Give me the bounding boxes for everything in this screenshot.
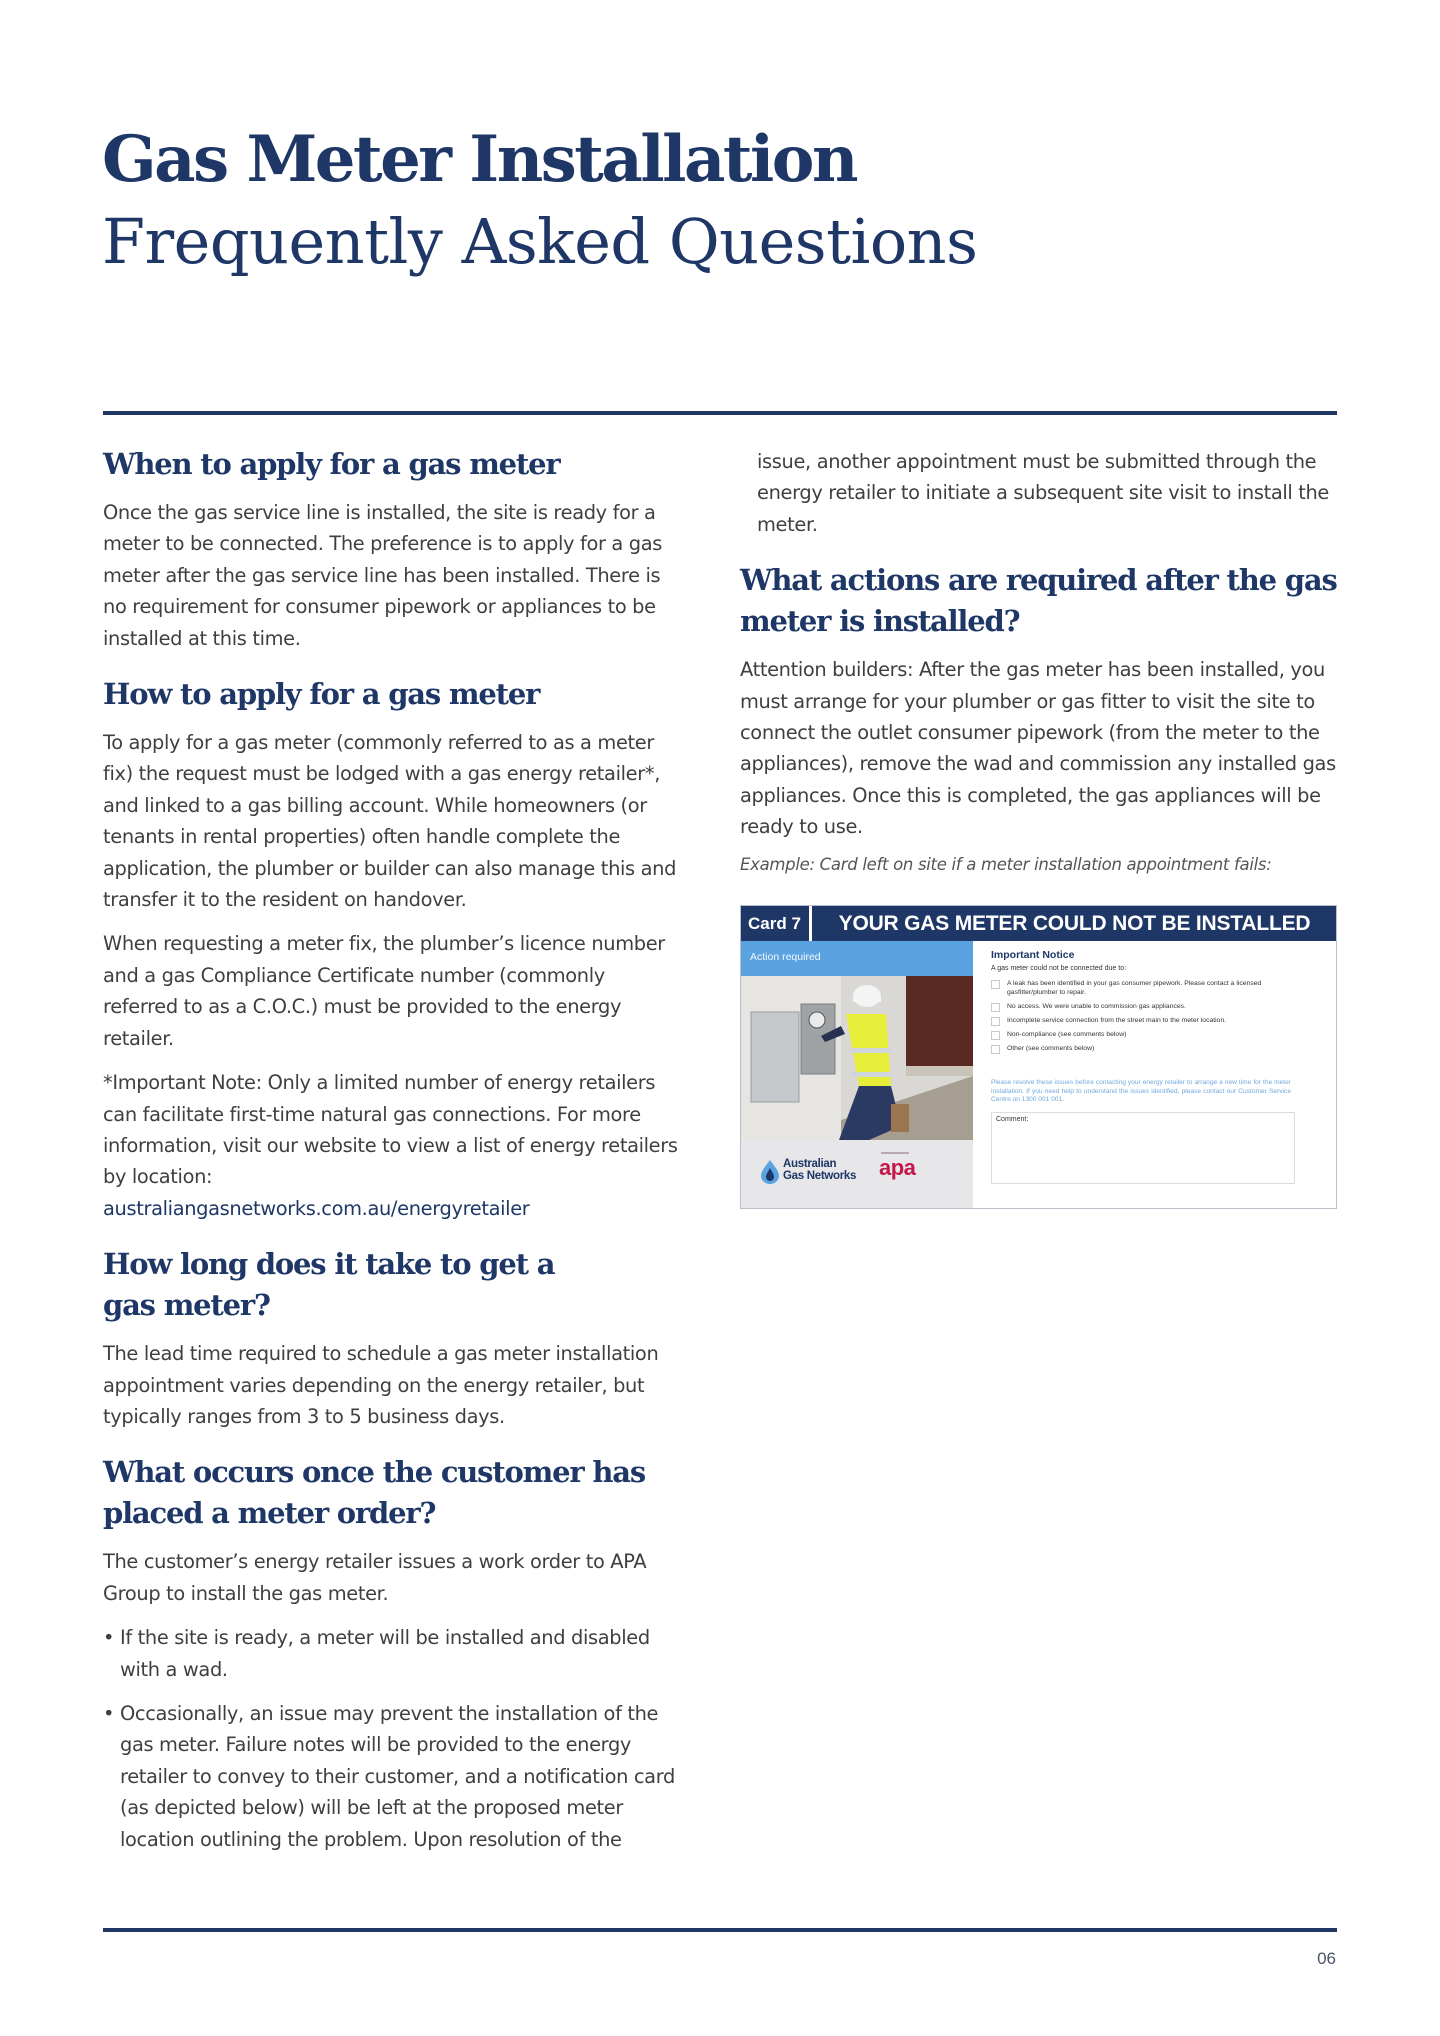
section-body: Attention builders: After the gas meter has been installed, you must arrange for your plumber or gas fitter to visit the site to connect the outlet consumer pipework (from the meter to the appliances), remove the wad and commission any installed gas appliances. Once this is completed, the gas appliances will be ready to use.: [740, 658, 1336, 839]
heading-line: What occurs once the customer has: [103, 1455, 645, 1490]
card-number: Card 7: [748, 914, 801, 933]
checkbox-icon: [991, 980, 1000, 989]
card-left-panel: [741, 941, 973, 1208]
bullet-icon: •: [103, 1701, 115, 1725]
notice-option: Incomplete service connection from the street main to the meter location.: [991, 1016, 1311, 1025]
left-column: [103, 444, 683, 1855]
heading-line: gas meter?: [103, 1288, 270, 1323]
notice-subtitle: A gas meter could not be connected due to:: [991, 965, 1127, 972]
bullet-icon: •: [103, 1626, 115, 1650]
bullet-list: [103, 1622, 683, 1855]
notice-option: Other (see comments below): [991, 1044, 1311, 1053]
card-notice-panel: [991, 941, 1316, 1208]
action-required-label: Action required: [750, 951, 821, 963]
section-body: When requesting a meter fix, the plumber’s licence number and a gas Compliance Certificate number (commonly referred to as a C.O.C.) must be provided to the energy retailer.: [103, 932, 665, 1050]
list-item: • Occasionally, an issue may prevent the installation of the gas meter. Failure notes will be provided to the energy retailer to convey to their customer, and a notification card (as depicted below) will be left at the proposed meter location outlining the problem. Upon resolution of the: [103, 1698, 683, 1855]
notice-options: [991, 979, 1311, 1058]
section-heading: [740, 560, 1340, 642]
section-body: To apply for a gas meter (commonly referred to as a meter fix) the request must be lodged with a gas energy retailer*, and linked to a gas billing account. While homeowners (or tenants in rental properties) often handle complete the application, the plumber or builder can also manage this and transfer it to the resident on handover.: [103, 731, 677, 912]
notice-option: Non-compliance (see comments below): [991, 1030, 1311, 1039]
section-how-to-apply: [103, 674, 683, 1224]
comment-box: [991, 1112, 1295, 1184]
section-what-occurs: [103, 1452, 683, 1855]
section-body: The customer’s energy retailer issues a work order to APA Group to install the gas meter.: [103, 1550, 647, 1605]
checkbox-icon: [991, 1003, 1000, 1012]
bottom-divider: [103, 1928, 1337, 1932]
card-header-divider: [809, 906, 812, 941]
apa-logo-caption: [881, 1152, 909, 1154]
section-after-installed: [740, 560, 1340, 876]
section-heading: [103, 1452, 683, 1534]
card-caption: Example: Card left on site if a meter installation appointment fails:: [740, 854, 1272, 874]
notice-title: Important Notice: [991, 949, 1075, 961]
card-logos: [741, 1140, 973, 1208]
agn-flame-logo-icon: [761, 1160, 779, 1184]
section-heading: When to apply for a gas meter: [103, 447, 560, 481]
heading-line: placed a meter order?: [103, 1496, 436, 1531]
heading-line: What actions are required after the gas: [740, 563, 1337, 598]
comment-label: Comment:: [996, 1116, 1029, 1123]
apa-logo: apa: [879, 1155, 916, 1180]
page-subtitle: Frequently Asked Questions: [102, 205, 978, 278]
section-body: The lead time required to schedule a gas meter installation appointment varies depending on the energy retailer, but typically ranges from 3 to 5 business days.: [103, 1342, 659, 1428]
page-title: Gas Meter Installation: [102, 122, 856, 197]
checkbox-icon: [991, 1017, 1000, 1026]
checkbox-icon: [991, 1031, 1000, 1040]
resolve-instructions: Please resolve these issues before contacting your energy retailer to arrange a new time for the meter installation. If you need help to understand the issues identified, please contact our Customer Service Centre on 1300 001 001.: [991, 1079, 1291, 1103]
notice-option: A leak has been identified in your gas consumer pipework. Please contact a licensed gasfitter/plumber to repair.: [991, 979, 1311, 997]
heading-line: meter is installed?: [740, 604, 1020, 639]
notification-card-image: [740, 905, 1337, 1209]
right-column: [740, 446, 1340, 877]
section-when-to-apply: [103, 444, 683, 654]
section-heading: [103, 1244, 683, 1326]
section-body: Once the gas service line is installed, the site is ready for a meter to be connected. The preference is to apply for a gas meter after the gas service line has been installed. There is no requirement for consumer pipework or appliances to be installed at this time.: [103, 501, 662, 650]
section-heading: How to apply for a gas meter: [103, 677, 540, 712]
card-title: YOUR GAS METER COULD NOT BE INSTALLED: [838, 912, 1311, 935]
bullet-continuation: issue, another appointment must be submitted through the energy retailer to initiate a subsequent site visit to install the meter.: [757, 450, 1330, 536]
notice-option: No access. We were unable to commission gas appliances.: [991, 1002, 1311, 1011]
heading-line: How long does it take to get a: [103, 1247, 555, 1282]
energy-retailer-link[interactable]: australiangasnetworks.com.au/energyretailer: [103, 1196, 530, 1220]
card-header: [741, 906, 1336, 941]
top-divider: [103, 411, 1337, 415]
action-required-band: [741, 941, 973, 976]
page-number: 06: [1317, 1949, 1336, 1968]
list-item: • If the site is ready, a meter will be installed and disabled with a wad.: [103, 1622, 683, 1685]
technician-photo: [741, 976, 973, 1140]
important-note: *Important Note: Only a limited number of energy retailers can facilitate first-time natural gas connections. For more information, visit our website to view a list of energy retailers by location:: [103, 1071, 678, 1189]
checkbox-icon: [991, 1045, 1000, 1054]
agn-logo-text: Australian Gas Networks: [783, 1158, 857, 1182]
section-how-long: [103, 1244, 683, 1432]
